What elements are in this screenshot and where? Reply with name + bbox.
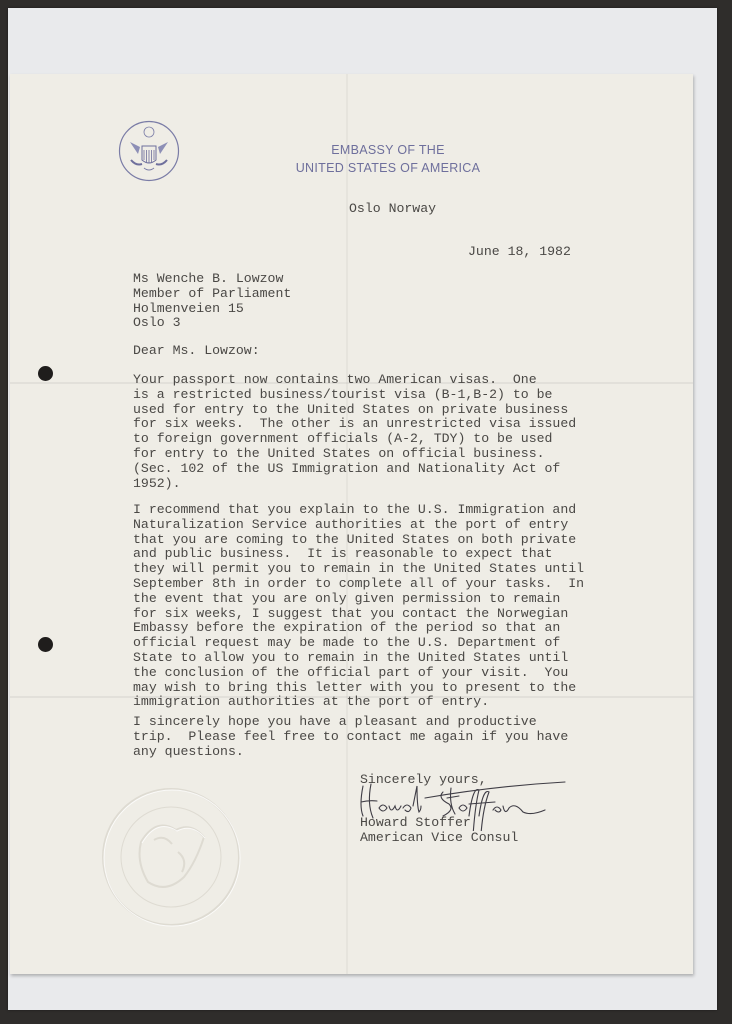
punch-hole — [38, 366, 53, 381]
signer-title: American Vice Consul — [360, 830, 519, 845]
body-paragraph-1: Your passport now contains two American visas. One is a restricted business/tourist visa (B-1,B-2) to be used for entry to the United States on private business for six weeks. The other is an unrestricted visa issued to foreign government officials (A-2, TDY) to be used for entry to the United States on official business. (Sec. 102 of the US Immigration and Nationality Act of 1952). — [133, 372, 577, 491]
letter-date: June 18, 1982 — [468, 244, 571, 259]
recipient-name: Ms Wenche B. Lowzow — [133, 271, 284, 286]
body-paragraph-3: I sincerely hope you have a pleasant and productive trip. Please feel free to contact me again if you have any questions. — [133, 714, 569, 759]
letter-page — [10, 74, 693, 974]
location: Oslo Norway — [349, 201, 437, 216]
body-paragraph-2: I recommend that you explain to the U.S. Immigration and Naturalization Service authorities at the port of entry that you are coming to the United States on both private and public business. It is reasonable to expect that they will permit you to remain in the United States until September 8th in order to complete all of your tasks. In the event that you are only given permission to remain for six weeks, I suggest that you contact the Norwegian Embassy before the expiration of the period so that an official request may be made to the U.S. Department of State to allow you to remain in the United States until the conclusion of the official part of your visit. You may wish to bring this letter with you to present to the immigration authorities at the port of entry. — [133, 502, 585, 710]
letterhead-line-1: EMBASSY OF THE — [331, 143, 445, 157]
complimentary-close: Sincerely yours, — [360, 772, 487, 787]
salutation: Dear Ms. Lowzow: — [133, 343, 260, 358]
punch-hole — [38, 637, 53, 652]
letterhead — [210, 141, 566, 177]
signer-name: Howard Stoffer — [360, 815, 471, 830]
recipient-title: Member of Parliament — [133, 285, 292, 301]
recipient-street: Holmenveien 15 — [133, 300, 244, 316]
great-seal-icon — [118, 120, 180, 182]
recipient-city: Oslo 3 — [133, 315, 181, 331]
embossed-embassy-seal-icon — [96, 782, 246, 932]
letterhead-line-2: UNITED STATES OF AMERICA — [295, 161, 481, 175]
recipient-address — [133, 272, 291, 331]
